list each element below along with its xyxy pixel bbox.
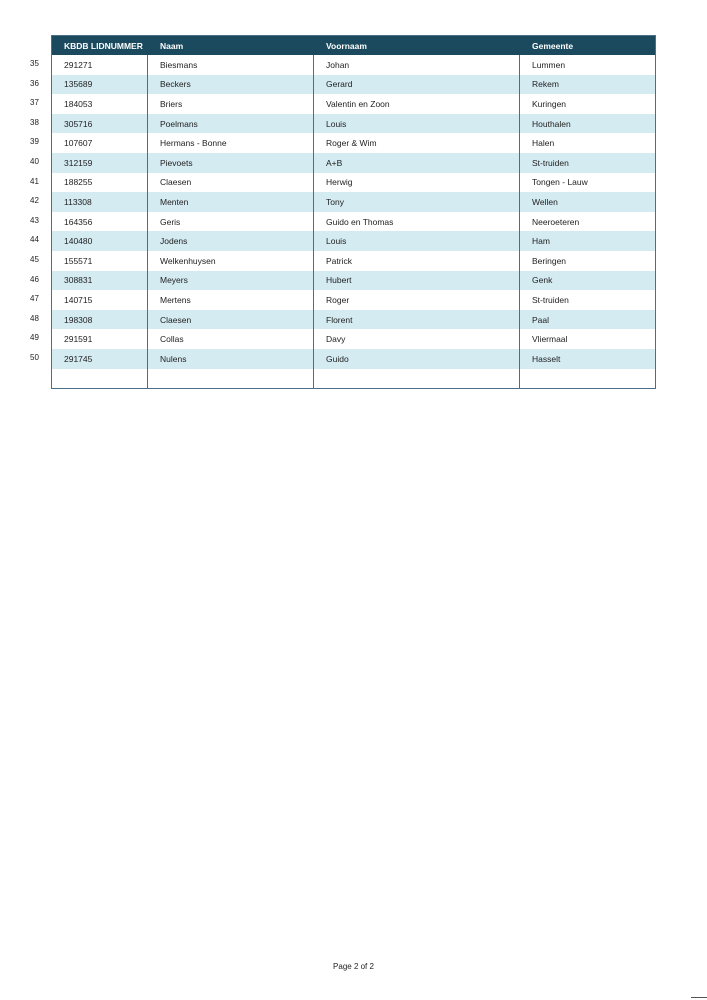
cell-voornaam: Hubert: [314, 271, 520, 291]
row-number: 38: [30, 117, 39, 127]
cell-lidnummer: 308831: [52, 271, 148, 291]
cell-voornaam: A+B: [314, 153, 520, 173]
cell-gemeente: Wellen: [532, 196, 558, 207]
cell-naam: Jodens: [148, 231, 314, 251]
cell-naam: Collas: [148, 329, 314, 349]
cell-voornaam: Louis: [314, 231, 520, 251]
cell-gemeente: Genk: [532, 275, 553, 286]
cell-naam: Poelmans: [148, 114, 314, 134]
row-number: 41: [30, 176, 39, 186]
cell-lidnummer: 135689: [52, 75, 148, 95]
cell-gemeente: St-truiden: [532, 157, 569, 168]
row-number: 40: [30, 156, 39, 166]
cell-gemeente: Beringen: [532, 255, 567, 266]
table-row: [52, 55, 655, 75]
table-row: [52, 310, 655, 330]
cell-naam: Menten: [148, 192, 314, 212]
table-row: [52, 173, 655, 193]
corner-divider: [691, 997, 707, 998]
cell-naam: Claesen: [148, 310, 314, 330]
cell-voornaam: Gerard: [314, 75, 520, 95]
cell-voornaam: Tony: [314, 192, 520, 212]
cell-naam: Briers: [148, 94, 314, 114]
cell-voornaam: Guido: [314, 349, 520, 369]
cell-gemeente: Houthalen: [532, 118, 571, 129]
table-body: [52, 55, 655, 388]
cell-gemeente: Neeroeteren: [532, 216, 580, 227]
row-number: 46: [30, 274, 39, 284]
cell-voornaam: Roger & Wim: [314, 133, 520, 153]
cell-gemeente: Paal: [532, 314, 550, 325]
cell-lidnummer: 140480: [52, 231, 148, 251]
empty-cell: [520, 369, 655, 388]
table-row: [52, 94, 655, 114]
header-kbdb-lidnummer: KBDB LIDNUMMER: [64, 40, 143, 51]
cell-gemeente: St-truiden: [532, 294, 569, 305]
cell-naam: Nulens: [148, 349, 314, 369]
row-number: 37: [30, 98, 39, 108]
cell-lidnummer: 188255: [52, 173, 148, 193]
row-number: 43: [30, 215, 39, 225]
cell-lidnummer: 291271: [52, 55, 148, 75]
cell-naam: Pievoets: [148, 153, 314, 173]
cell-lidnummer: 312159: [52, 153, 148, 173]
cell-naam: Welkenhuysen: [148, 251, 314, 271]
table-row: [52, 153, 655, 173]
cell-naam: Meyers: [148, 271, 314, 291]
cell-naam: Claesen: [148, 173, 314, 193]
table-row: [52, 75, 655, 95]
cell-lidnummer: 155571: [52, 251, 148, 271]
table-header-row: [52, 36, 655, 55]
empty-cell: [52, 369, 148, 388]
row-number: 48: [30, 313, 39, 323]
cell-lidnummer: 113308: [52, 192, 148, 212]
row-number-column: [30, 54, 50, 368]
cell-naam: Geris: [148, 212, 314, 232]
cell-lidnummer: 291591: [52, 329, 148, 349]
page-number: Page 2 of 2: [333, 962, 374, 971]
cell-lidnummer: 184053: [52, 94, 148, 114]
cell-lidnummer: 305716: [52, 114, 148, 134]
table-row-empty: [52, 369, 655, 388]
row-number: 49: [30, 333, 39, 343]
header-naam: Naam: [160, 40, 184, 51]
cell-naam: Hermans - Bonne: [148, 133, 314, 153]
empty-cell: [314, 369, 520, 388]
row-number: 44: [30, 235, 39, 245]
cell-voornaam: Florent: [314, 310, 520, 330]
table-row: [52, 212, 655, 232]
table-row: [52, 329, 655, 349]
member-table: [51, 35, 656, 389]
row-number: 50: [30, 352, 39, 362]
cell-voornaam: Patrick: [314, 251, 520, 271]
cell-gemeente: Ham: [532, 236, 550, 247]
cell-naam: Mertens: [148, 290, 314, 310]
table-row: [52, 192, 655, 212]
cell-gemeente: Hasselt: [532, 353, 561, 364]
cell-gemeente: Vliermaal: [532, 334, 568, 345]
row-number: 35: [30, 59, 39, 68]
header-gemeente: Gemeente: [532, 40, 574, 51]
row-number: 36: [30, 78, 39, 88]
table-row: [52, 349, 655, 369]
cell-voornaam: Guido en Thomas: [314, 212, 520, 232]
cell-gemeente: Lummen: [532, 59, 566, 70]
table-row: [52, 114, 655, 134]
cell-naam: Beckers: [148, 75, 314, 95]
cell-lidnummer: 140715: [52, 290, 148, 310]
table-row: [52, 251, 655, 271]
table-row: [52, 271, 655, 291]
table-row: [52, 290, 655, 310]
table-row: [52, 231, 655, 251]
cell-voornaam: Herwig: [314, 173, 520, 193]
cell-voornaam: Louis: [314, 114, 520, 134]
row-number: 47: [30, 294, 39, 304]
empty-cell: [148, 369, 314, 388]
cell-lidnummer: 107607: [52, 133, 148, 153]
row-number: 42: [30, 196, 39, 206]
header-voornaam: Voornaam: [326, 40, 367, 51]
row-number: 45: [30, 254, 39, 264]
cell-gemeente: Kuringen: [532, 98, 567, 109]
cell-gemeente: Rekem: [532, 79, 559, 90]
cell-naam: Biesmans: [148, 55, 314, 75]
cell-gemeente: Halen: [532, 138, 555, 149]
table-row: [52, 133, 655, 153]
cell-lidnummer: 291745: [52, 349, 148, 369]
cell-voornaam: Valentin en Zoon: [314, 94, 520, 114]
cell-voornaam: Johan: [314, 55, 520, 75]
cell-lidnummer: 198308: [52, 310, 148, 330]
row-number: 39: [30, 137, 39, 147]
cell-lidnummer: 164356: [52, 212, 148, 232]
cell-voornaam: Davy: [314, 329, 520, 349]
cell-gemeente: Tongen - Lauw: [532, 177, 588, 188]
cell-voornaam: Roger: [314, 290, 520, 310]
